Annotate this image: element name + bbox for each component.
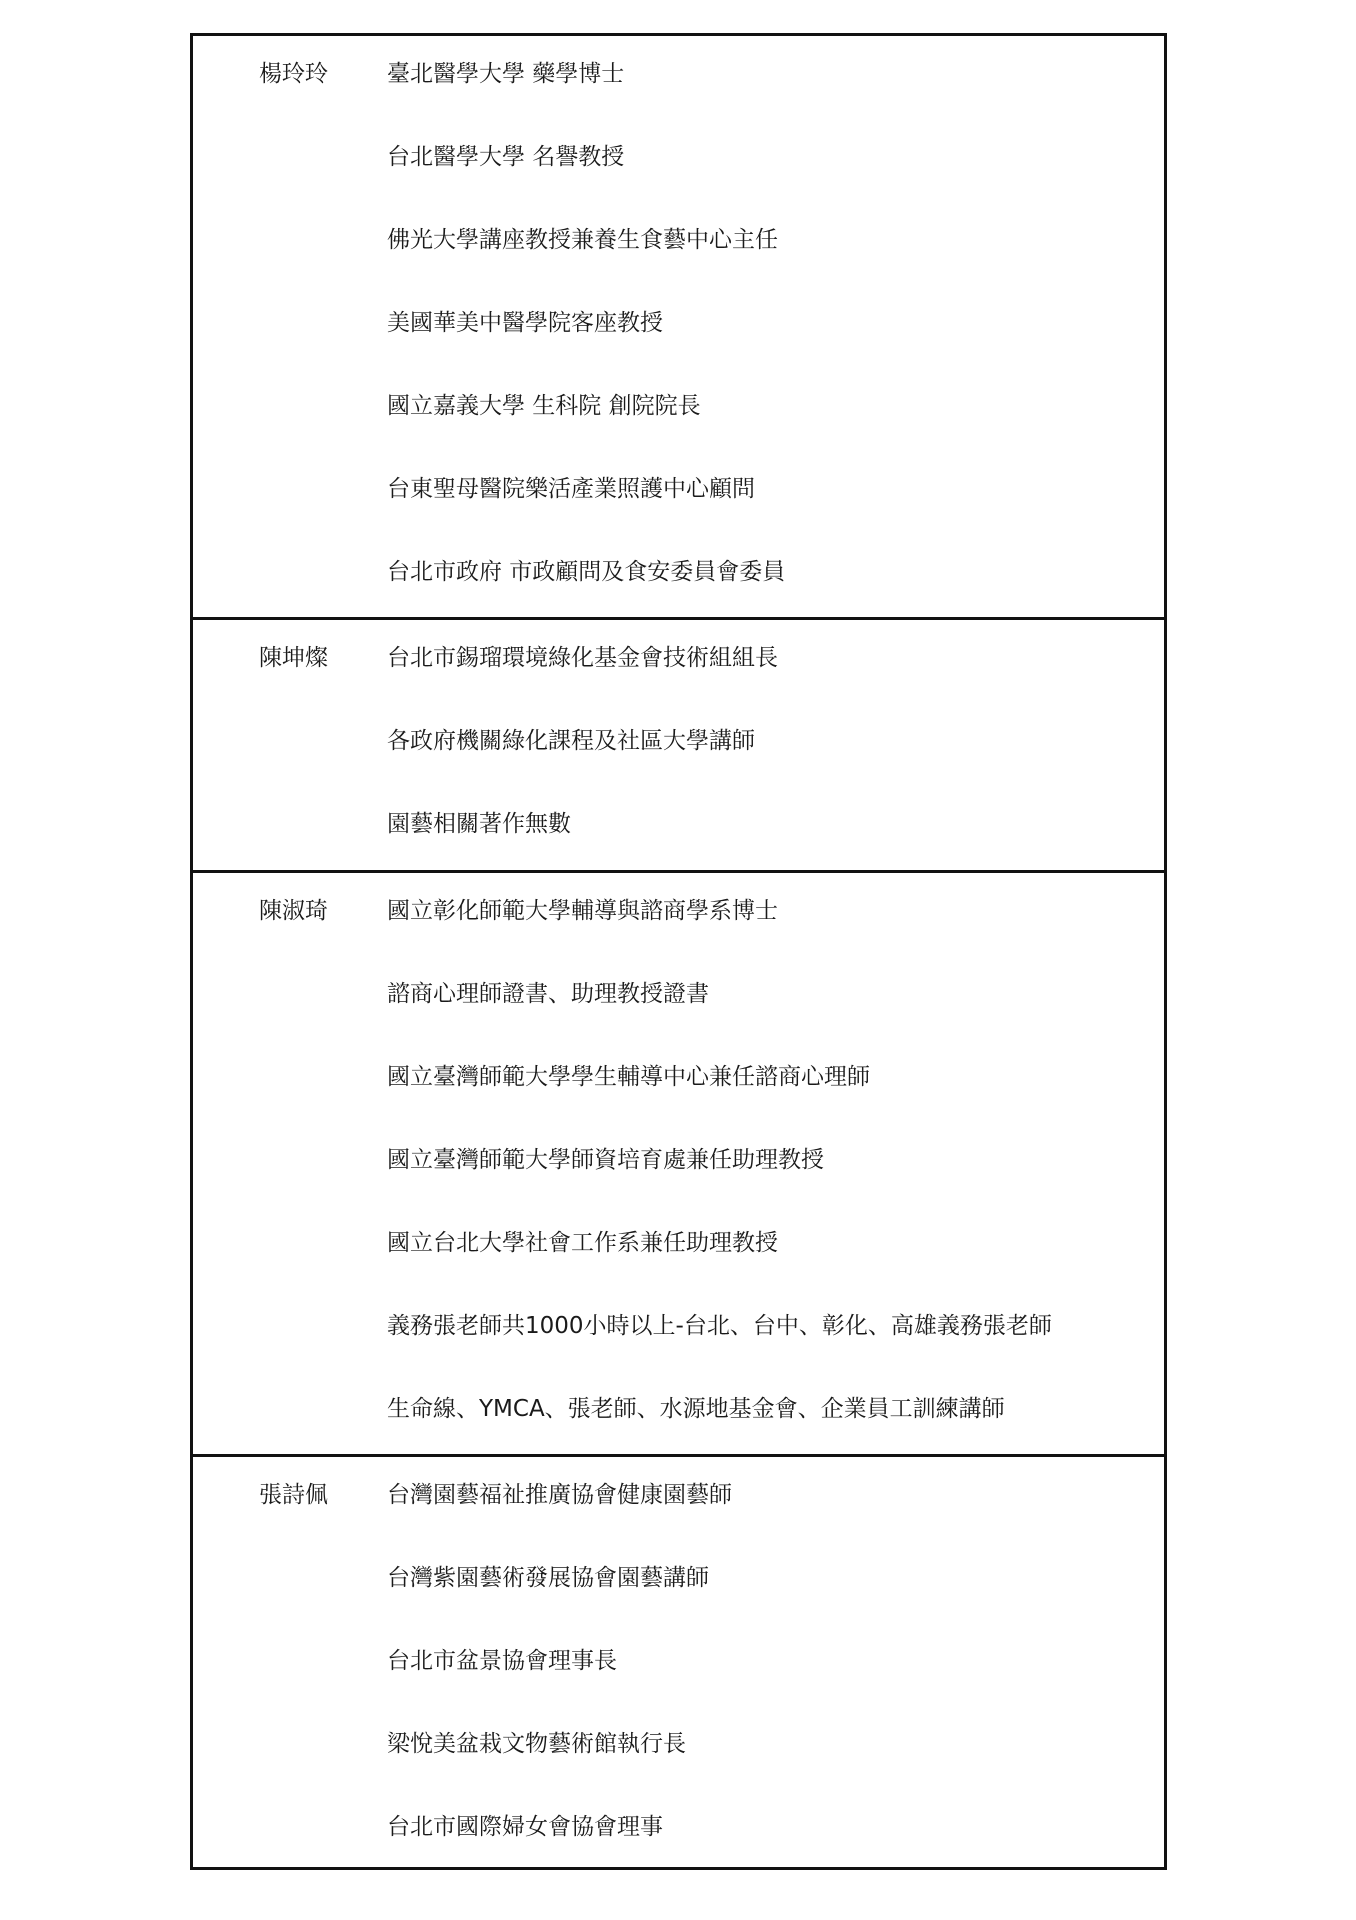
credential-item: 佛光大學講座教授兼養生食藝中心主任 xyxy=(387,227,778,253)
credential-item: 台北市錫瑠環境綠化基金會技術組組長 xyxy=(387,645,778,671)
credential-item: 梁悅美盆栽文物藝術館執行長 xyxy=(387,1731,686,1757)
credential-item: 台北醫學大學 名譽教授 xyxy=(387,144,625,170)
credential-item: 生命線、YMCA、張老師、水源地基金會、企業員工訓練講師 xyxy=(387,1396,1005,1422)
credential-item: 國立彰化師範大學輔導與諮商學系博士 xyxy=(387,898,778,924)
speaker-section xyxy=(193,1457,1164,1867)
credential-item: 台北市政府 市政顧問及食安委員會委員 xyxy=(387,559,786,585)
credential-item: 美國華美中醫學院客座教授 xyxy=(387,310,663,336)
credential-item: 義務張老師共1000小時以上-台北、台中、彰化、高雄義務張老師 xyxy=(387,1313,1052,1339)
speaker-section xyxy=(193,36,1164,620)
speaker-name: 陳坤燦 xyxy=(259,645,328,671)
credential-item: 諮商心理師證書、助理教授證書 xyxy=(387,981,709,1007)
credential-list xyxy=(373,620,1164,870)
speaker-name: 陳淑琦 xyxy=(259,898,328,924)
speaker-section xyxy=(193,620,1164,873)
credential-item: 園藝相關著作無數 xyxy=(387,811,571,837)
credential-list xyxy=(373,873,1164,1454)
speaker-name: 楊玲玲 xyxy=(259,61,328,87)
credential-item: 國立台北大學社會工作系兼任助理教授 xyxy=(387,1230,778,1256)
speaker-section xyxy=(193,873,1164,1457)
credential-item: 各政府機關綠化課程及社區大學講師 xyxy=(387,728,755,754)
credential-item: 台北市盆景協會理事長 xyxy=(387,1648,617,1674)
credential-item: 國立嘉義大學 生科院 創院院長 xyxy=(387,393,701,419)
credential-item: 臺北醫學大學 藥學博士 xyxy=(387,61,625,87)
credential-list xyxy=(373,1457,1164,1867)
credential-item: 國立臺灣師範大學學生輔導中心兼任諮商心理師 xyxy=(387,1064,870,1090)
credential-item: 國立臺灣師範大學師資培育處兼任助理教授 xyxy=(387,1147,824,1173)
speaker-name: 張詩佩 xyxy=(259,1482,328,1508)
credential-item: 台北市國際婦女會協會理事 xyxy=(387,1814,663,1840)
speaker-table xyxy=(190,33,1167,1870)
credential-item: 台灣園藝福祉推廣協會健康園藝師 xyxy=(387,1482,732,1508)
credential-item: 台灣紫園藝術發展協會園藝講師 xyxy=(387,1565,709,1591)
credential-list xyxy=(373,36,1164,617)
credential-item: 台東聖母醫院樂活產業照護中心顧問 xyxy=(387,476,755,502)
